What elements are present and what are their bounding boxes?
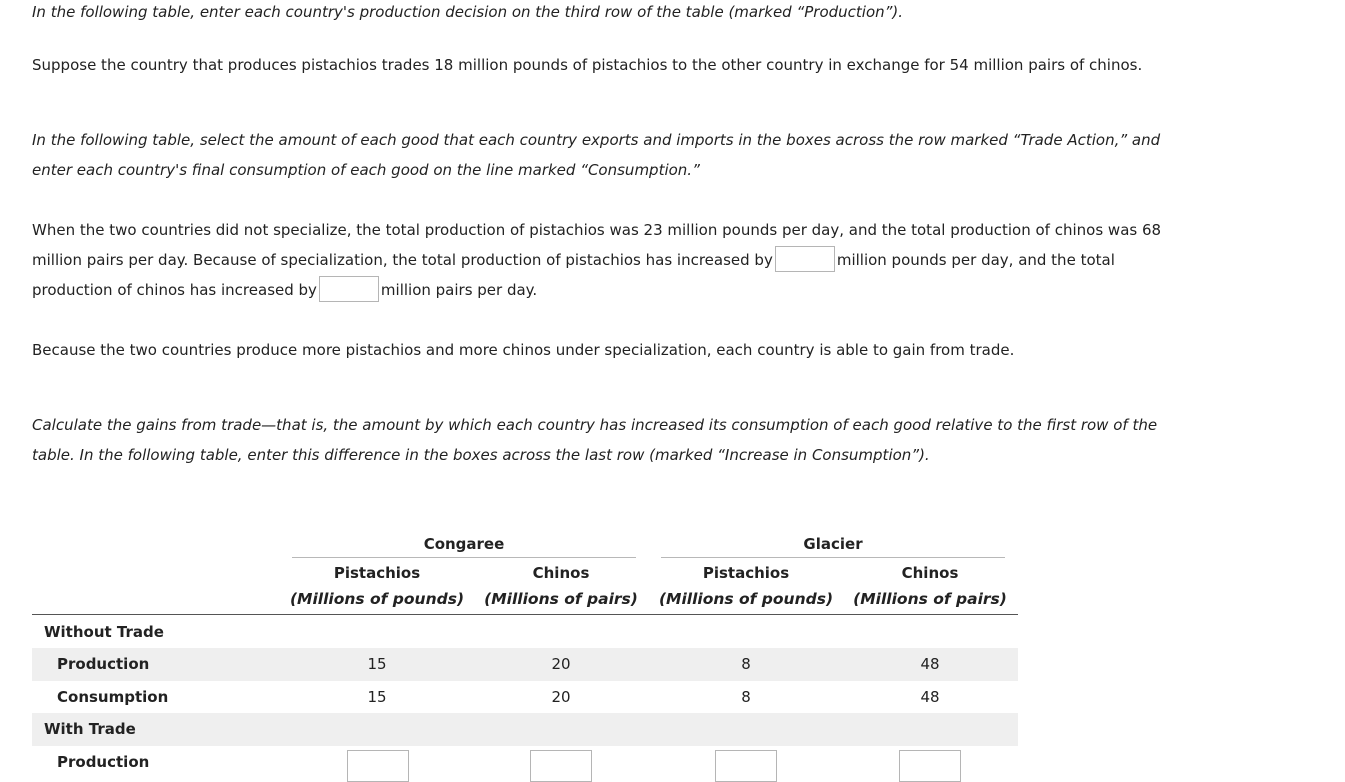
table-row-with-trade-production: [32, 746, 1018, 779]
country-header-glacier: Glacier: [803, 535, 863, 553]
cell-consumption-congaree-pistachios: 15: [367, 688, 387, 706]
country-header-congaree: Congaree: [423, 535, 505, 553]
trade-scenario-text: Suppose the country that produces pistachios trades 18 million pounds of pistachios to the other country in exchange for 54 million pairs of chinos.: [32, 56, 1143, 74]
specialization-gain-text: [32, 215, 1182, 305]
instruction-gains-calculation: Calculate the gains from trade—that is, the amount by which each country has increased its consumption of each good relative to the first row of the table. In the following table, enter this difference in the boxes across the last row (marked “Increase in Consumption”).: [32, 416, 1158, 464]
group-label-with-trade: With Trade: [44, 720, 136, 738]
col-unit-glacier-chinos: (Millions of pairs): [853, 590, 1007, 608]
col-header-congaree-pistachios: Pistachios: [333, 564, 421, 582]
cell-production-congaree-chinos: 20: [551, 655, 571, 673]
input-with-trade-production-glacier-pistachios[interactable]: [715, 750, 777, 782]
cell-consumption-glacier-pistachios: 8: [741, 688, 751, 706]
cell-production-congaree-pistachios: 15: [367, 655, 387, 673]
congaree-header-divider: [292, 557, 636, 558]
table-row-consumption: [32, 681, 1018, 714]
col-header-congaree-chinos: Chinos: [532, 564, 590, 582]
group-label-without-trade: Without Trade: [44, 623, 164, 641]
input-with-trade-production-congaree-pistachios[interactable]: [347, 750, 409, 782]
row-label-consumption: Consumption: [57, 688, 169, 706]
col-unit-congaree-pistachios: (Millions of pounds): [289, 590, 465, 608]
row-label-production: Production: [57, 655, 150, 673]
cell-consumption-congaree-chinos: 20: [551, 688, 571, 706]
cell-production-glacier-pistachios: 8: [741, 655, 751, 673]
input-with-trade-production-glacier-chinos[interactable]: [899, 750, 961, 782]
row-label-with-trade-production: Production: [57, 753, 150, 771]
gain-from-trade-text: Because the two countries produce more pistachios and more chinos under specialization, each country is able to gain from trade.: [32, 341, 1015, 359]
specialization-text-part1: When the two countries did not specialize, the total production of pistachios was 23 million pounds per day, and the total production of chinos was 68 million pairs per day. Because of specialization, the total production of pistachios has increased by: [32, 221, 1162, 269]
cell-consumption-glacier-chinos: 48: [920, 688, 940, 706]
group-row-with-trade: [32, 713, 1018, 746]
col-header-glacier-chinos: Chinos: [901, 564, 959, 582]
col-unit-congaree-chinos: (Millions of pairs): [484, 590, 638, 608]
specialization-text-part3: million pairs per day.: [380, 281, 538, 299]
group-row-without-trade: [32, 616, 1018, 649]
table-header-rule: [32, 614, 1018, 615]
col-header-glacier-pistachios: Pistachios: [702, 564, 790, 582]
cell-production-glacier-chinos: 48: [920, 655, 940, 673]
instruction-production: In the following table, enter each country's production decision on the third row of the table (marked “Production”).: [32, 3, 904, 21]
pistachio-increase-input[interactable]: [775, 246, 835, 272]
input-with-trade-production-congaree-chinos[interactable]: [530, 750, 592, 782]
table-row-production: [32, 648, 1018, 681]
chinos-increase-input[interactable]: [319, 276, 379, 302]
instruction-trade-action: In the following table, select the amount of each good that each country exports and imports in the boxes across the row marked “Trade Action,” and enter each country's final consumption of each good on the line marked “Consumption.”: [32, 131, 1161, 179]
specialization-text-part2: million pounds per day, and the total production of chinos has increased by: [32, 251, 1115, 299]
col-unit-glacier-pistachios: (Millions of pounds): [658, 590, 834, 608]
glacier-header-divider: [661, 557, 1005, 558]
